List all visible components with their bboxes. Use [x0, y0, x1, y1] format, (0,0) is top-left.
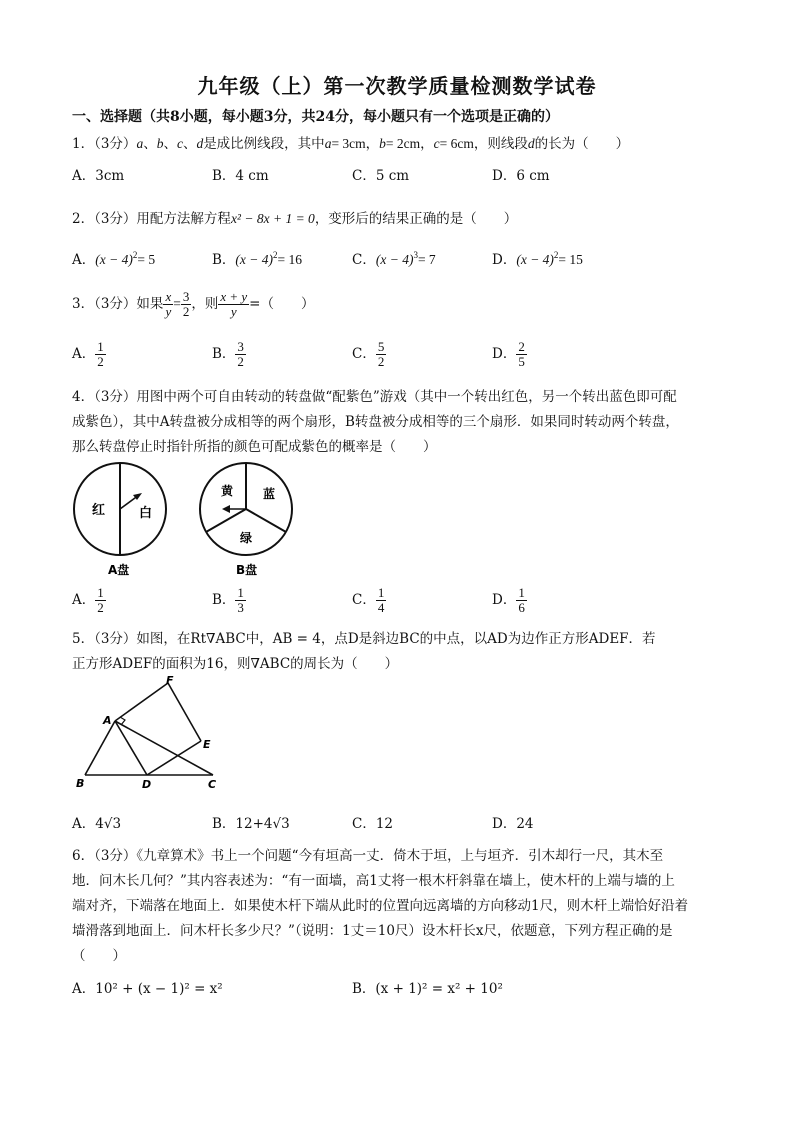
- question-6-line-4: 墙滑落到地面上．问木杆长多少尺？”（说明：1丈＝10尺）设木杆长x尺，依题意，下列方程正确的是: [72, 923, 673, 939]
- q4-option-c[interactable]: C． $\frac{1}{4}$: [352, 585, 385, 615]
- spinner-b-yellow-label: 黄: [221, 484, 234, 498]
- question-6-line-1: 6．（3分）《九章算术》书上一个问题“今有垣高一丈．倚木于垣，上与垣齐．引木却行一尺，其木至: [72, 848, 664, 864]
- question-1: 1．（3分）a、b、c、d是成比例线段，其中a= 3cm，b= 2cm，c= 6cm，则线段d的长为（ ）: [72, 136, 630, 152]
- question-3: 3．（3分）如果 $\frac{x}{y}$ = $\frac{3}{2}$ ，则 $\frac{x + y}{y}$ =（ ）: [72, 289, 315, 319]
- spinner-b-caption: B盘: [236, 563, 258, 577]
- geometry-figure: [70, 673, 230, 795]
- question-6-line-5: （ ）: [72, 948, 126, 964]
- q5-option-c[interactable]: C．12: [352, 816, 394, 832]
- point-e-label: E: [203, 738, 211, 751]
- q2-option-b[interactable]: B．$(x - 4)^2= 16$: [212, 250, 303, 268]
- question-4-line-3: 那么转盘停止时指针所指的颜色可配成紫色的概率是（ ）: [72, 439, 437, 455]
- q6-option-a[interactable]: A．10² + (x − 1)² = x²: [72, 981, 223, 997]
- q3-option-a[interactable]: A． $\frac{1}{2}$: [72, 339, 104, 369]
- q3-option-c[interactable]: C． $\frac{5}{2}$: [352, 339, 385, 369]
- spinner-a-caption: A盘: [108, 563, 130, 577]
- section-heading: 一、选择题（共8小题，每小题3分，共24分，每小题只有一个选项是正确的）: [72, 109, 559, 125]
- q1-option-d[interactable]: D．6 cm: [492, 168, 550, 184]
- point-c-label: C: [208, 778, 217, 791]
- q2-option-c[interactable]: C．$(x - 4)^3= 7$: [352, 250, 436, 268]
- spinner-b-blue-label: 蓝: [263, 487, 276, 501]
- question-6-line-2: 地．问木长几何？”其内容表述为：“有一面墙，高1丈将一根木杆斜靠在墙上，使木杆的上端与墙的上: [72, 873, 675, 889]
- question-4-line-1: 4．（3分）用图中两个可自由转动的转盘做“配紫色”游戏（其中一个转出红色，另一个转出蓝色即可配: [72, 389, 677, 405]
- q4-option-d[interactable]: D． $\frac{1}{6}$: [492, 585, 525, 615]
- spinner-b-green-label: 绿: [240, 531, 253, 545]
- point-a-label: A: [103, 714, 112, 727]
- q4-option-a[interactable]: A． $\frac{1}{2}$: [72, 585, 104, 615]
- question-6-line-3: 端对齐，下端落在地面上．如果使木杆下端从此时的位置向远离墙的方向移动1尺，则木杆上端恰好沿着: [72, 898, 689, 914]
- q1-option-a[interactable]: A．3cm: [72, 168, 125, 184]
- exam-title: 九年级（上）第一次教学质量检测数学试卷: [197, 74, 597, 98]
- q3-option-b[interactable]: B． $\frac{3}{2}$: [212, 339, 244, 369]
- q6-option-b[interactable]: B．(x + 1)² = x² + 10²: [352, 981, 503, 997]
- q5-option-d[interactable]: D．24: [492, 816, 534, 832]
- spinner-figure: [70, 462, 310, 584]
- q5-option-b[interactable]: B．12+4√3: [212, 816, 290, 832]
- q2-option-d[interactable]: D．$(x - 4)^2= 15$: [492, 250, 583, 268]
- q3-option-d[interactable]: D． $\frac{2}{5}$: [492, 339, 525, 369]
- question-5-line-2: 正方形ADEF的面积为16，则∇ABC的周长为（ ）: [72, 656, 399, 672]
- q5-option-a[interactable]: A．4√3: [72, 816, 122, 832]
- q1-option-b[interactable]: B．4 cm: [212, 168, 269, 184]
- spinner-b: [200, 463, 292, 577]
- point-d-label: D: [142, 778, 152, 791]
- spinner-a: [74, 463, 166, 577]
- q1-option-c[interactable]: C．5 cm: [352, 168, 410, 184]
- point-b-label: B: [76, 777, 85, 790]
- q2-option-a[interactable]: A．$(x - 4)^2= 5$: [72, 250, 156, 268]
- question-2: 2．（3分）用配方法解方程x² − 8x + 1 = 0，变形后的结果正确的是（ ）: [72, 211, 518, 227]
- spinner-a-red-label: 红: [92, 503, 106, 518]
- question-4-line-2: 成紫色），其中A转盘被分成相等的两个扇形，B转盘被分成相等的三个扇形．如果同时转动两个转盘，: [72, 414, 679, 430]
- spinner-a-white-label: 白: [139, 506, 153, 521]
- question-5-line-1: 5．（3分）如图，在Rt∇ABC中，AB = 4，点D是斜边BC的中点，以AD为边作正方形ADEF．若: [72, 631, 656, 647]
- point-f-label: F: [166, 674, 174, 687]
- q4-option-b[interactable]: B． $\frac{1}{3}$: [212, 585, 244, 615]
